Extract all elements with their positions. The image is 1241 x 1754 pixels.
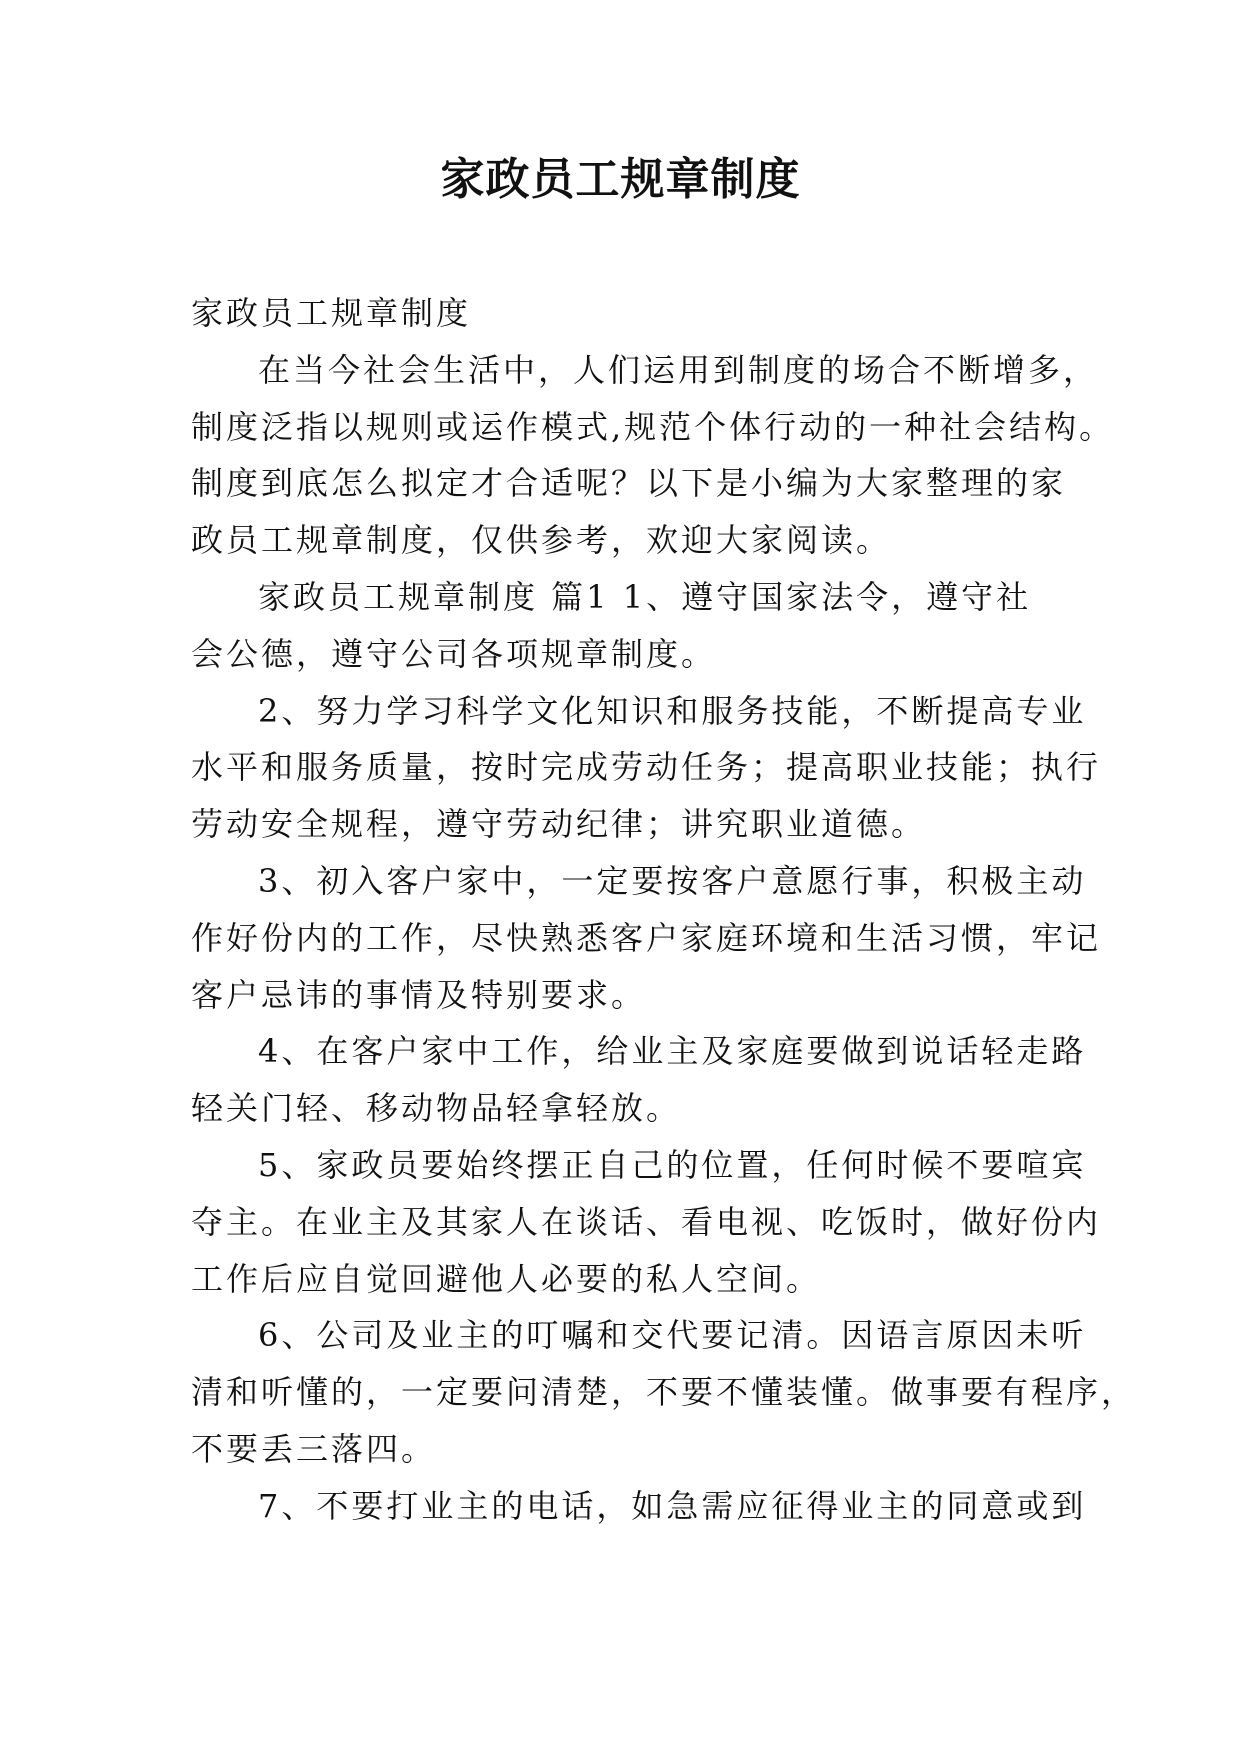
text-line: 4、在客户家中工作，给业主及家庭要做到说话轻走路: [258, 1032, 1087, 1071]
text-line: 2、努力学习科学文化知识和服务技能，不断提高专业: [258, 691, 1087, 730]
text-line: 家政员工规章制度: [191, 294, 472, 332]
text-line: 6、公司及业主的叮嘱和交代要记清。因语言原因未听: [258, 1316, 1087, 1355]
document-title: 家政员工规章制度: [440, 154, 801, 205]
text-line: 清和听懂的，一定要问清楚，不要不懂装懂。做事要有程序，: [191, 1373, 1137, 1412]
text-line: 工作后应自觉回避他人必要的私人空间。: [191, 1259, 822, 1298]
document-body: [191, 285, 1137, 1535]
text-line: 家政员工规章制度 篇1 1、遵守国家法令，遵守社: [258, 577, 1032, 616]
text-line: 客户忌讳的事情及特别要求。: [191, 975, 647, 1014]
text-line: 在当今社会生活中，人们运用到制度的场合不断增多，: [258, 350, 1099, 389]
text-line: 制度泛指以规则或运作模式,规范个体行动的一种社会结构。: [191, 407, 1115, 446]
text-line: 制度到底怎么拟定才合适呢？以下是小编为大家整理的家: [191, 464, 1067, 503]
text-line: 政员工规章制度，仅供参考，欢迎大家阅读。: [191, 521, 892, 560]
text-line: 劳动安全规程，遵守劳动纪律；讲究职业道德。: [191, 805, 927, 844]
text-line: 5、家政员要始终摆正自己的位置，任何时候不要喧宾: [258, 1145, 1087, 1184]
text-line: 水平和服务质量，按时完成劳动任务；提高职业技能；执行: [191, 748, 1102, 787]
text-line: 作好份内的工作，尽快熟悉客户家庭环境和生活习惯，牢记: [191, 918, 1102, 957]
text-line: 3、初入客户家中，一定要按客户意愿行事，积极主动: [258, 861, 1087, 900]
text-line: 不要丢三落四。: [191, 1429, 437, 1468]
text-line: 轻关门轻、移动物品轻拿轻放。: [191, 1089, 682, 1128]
text-line: 7、不要打业主的电话，如急需应征得业主的同意或到: [258, 1486, 1087, 1525]
text-line: 夺主。在业主及其家人在谈话、看电视、吃饭时，做好份内: [191, 1202, 1102, 1241]
text-line: 会公德，遵守公司各项规章制度。: [191, 634, 717, 673]
